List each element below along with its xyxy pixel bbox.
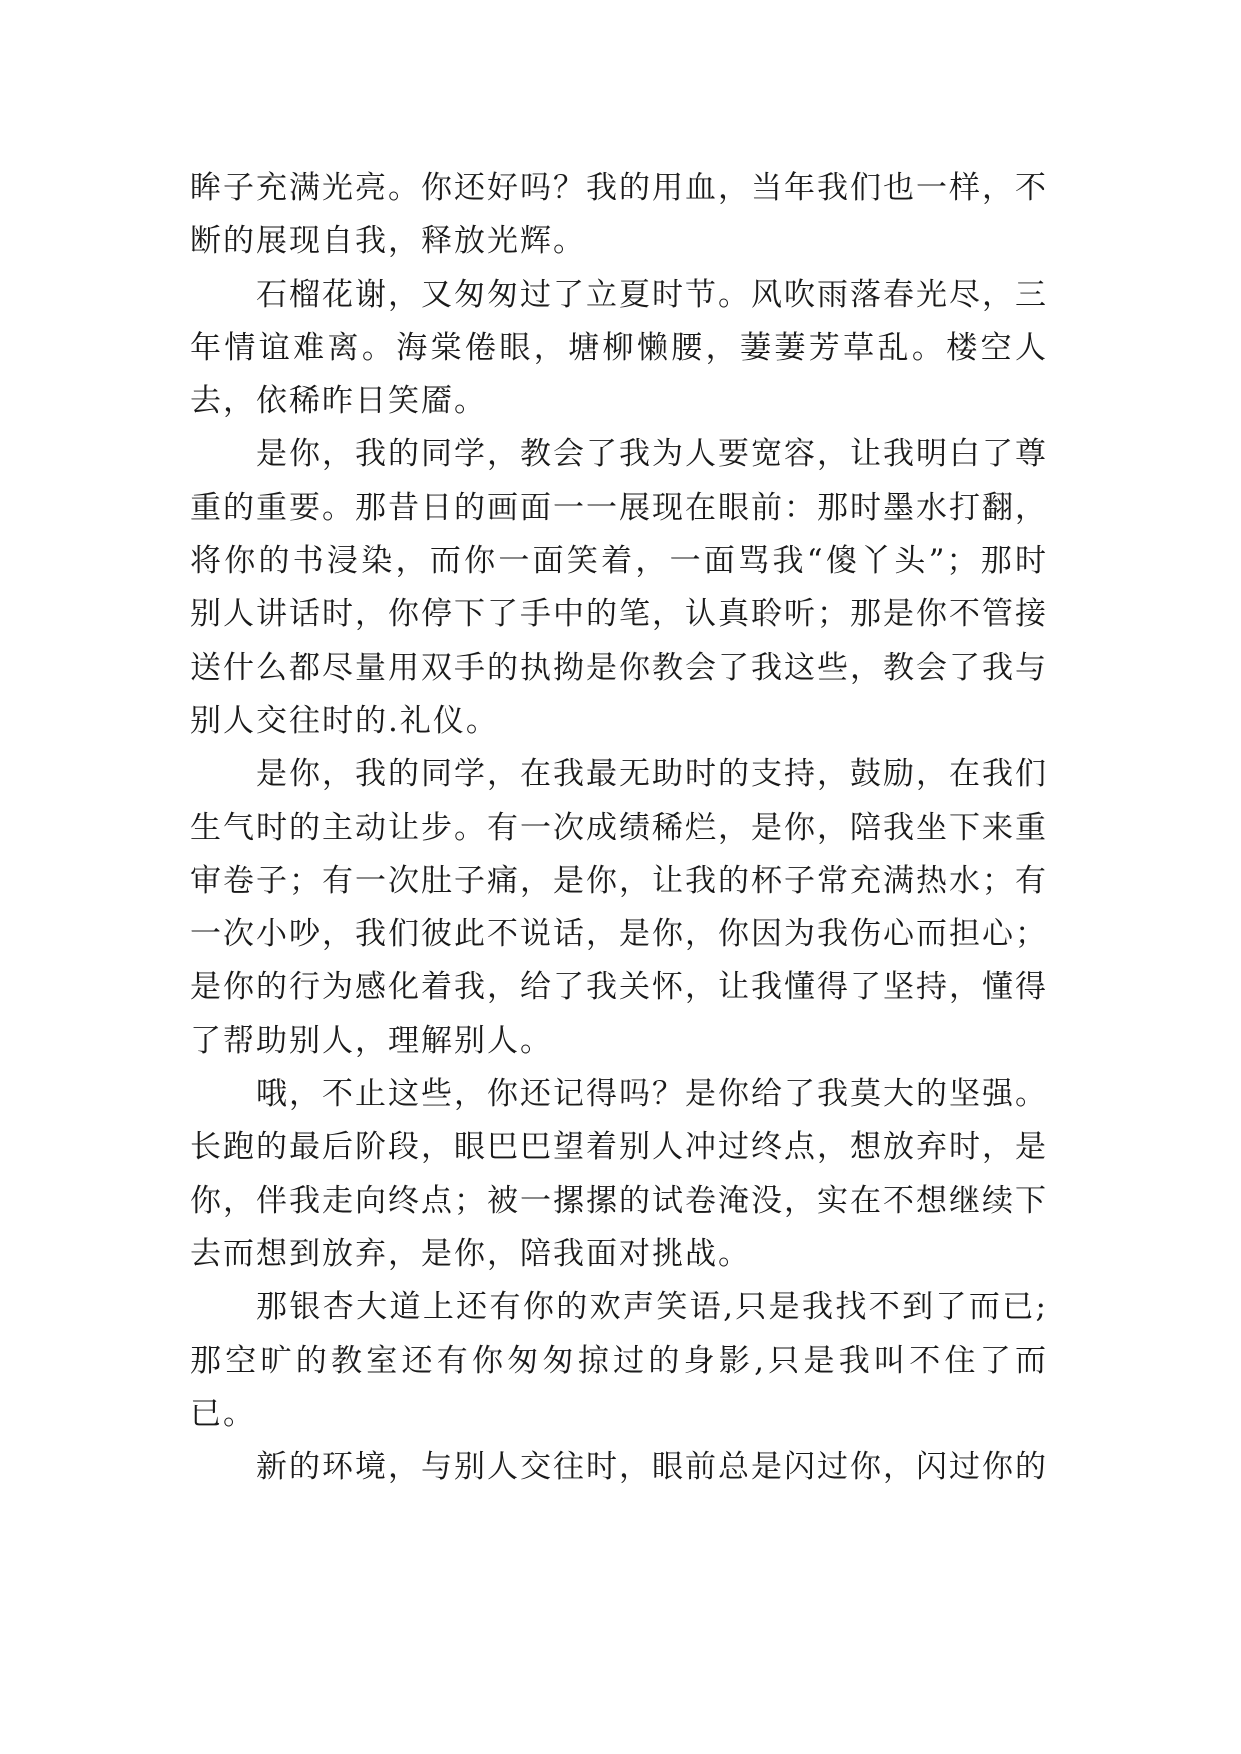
- paragraph-4: 是你，我的同学，在我最无助时的支持，鼓励，在我们生气时的主动让步。有一次成绩稀烂，是你，陪我坐下来重审卷子；有一次肚子痛，是你，让我的杯子常充满热水；有一次小吵，我们彼此不说话，是你，你因为我伤心而担心；是你的行为感化着我，给了我关怀，让我懂得了坚持，懂得了帮助别人，理解别人。: [190, 756, 1048, 1059]
- paragraph-7: 新的环境，与别人交往时，眼前总是闪过你，闪过你的: [256, 1449, 1048, 1486]
- paragraph-6: 那银杏大道上还有你的欢声笑语,只是我找不到了而已;那空旷的教室还有你匆匆掠过的身影,只是我叫不住了而已。: [190, 1289, 1048, 1432]
- paragraph-1: 眸子充满光亮。你还好吗？我的用血，当年我们也一样，不断的展现自我，释放光辉。: [190, 170, 1048, 260]
- paragraph-5: 哦，不止这些，你还记得吗？是你给了我莫大的坚强。长跑的最后阶段，眼巴巴望着别人冲过终点，想放弃时，是你，伴我走向终点；被一摞摞的试卷淹没，实在不想继续下去而想到放弃，是你，陪我面对挑战。: [190, 1076, 1048, 1272]
- paragraph-3: 是你，我的同学，教会了我为人要宽容，让我明白了尊重的重要。那昔日的画面一一展现在眼前：那时墨水打翻，将你的书浸染，而你一面笑着，一面骂我“傻丫头”；那时别人讲话时，你停下了手中的笔，认真聆听；那是你不管接送什么都尽量用双手的执拗是你教会了我这些，教会了我与别人交往时的.礼仪。: [190, 436, 1048, 739]
- document-body: [190, 162, 1048, 1494]
- paragraph-2: 石榴花谢，又匆匆过了立夏时节。风吹雨落春光尽，三年情谊难离。海棠倦眼，塘柳懒腰，萋萋芳草乱。楼空人去，依稀昨日笑靥。: [190, 276, 1048, 420]
